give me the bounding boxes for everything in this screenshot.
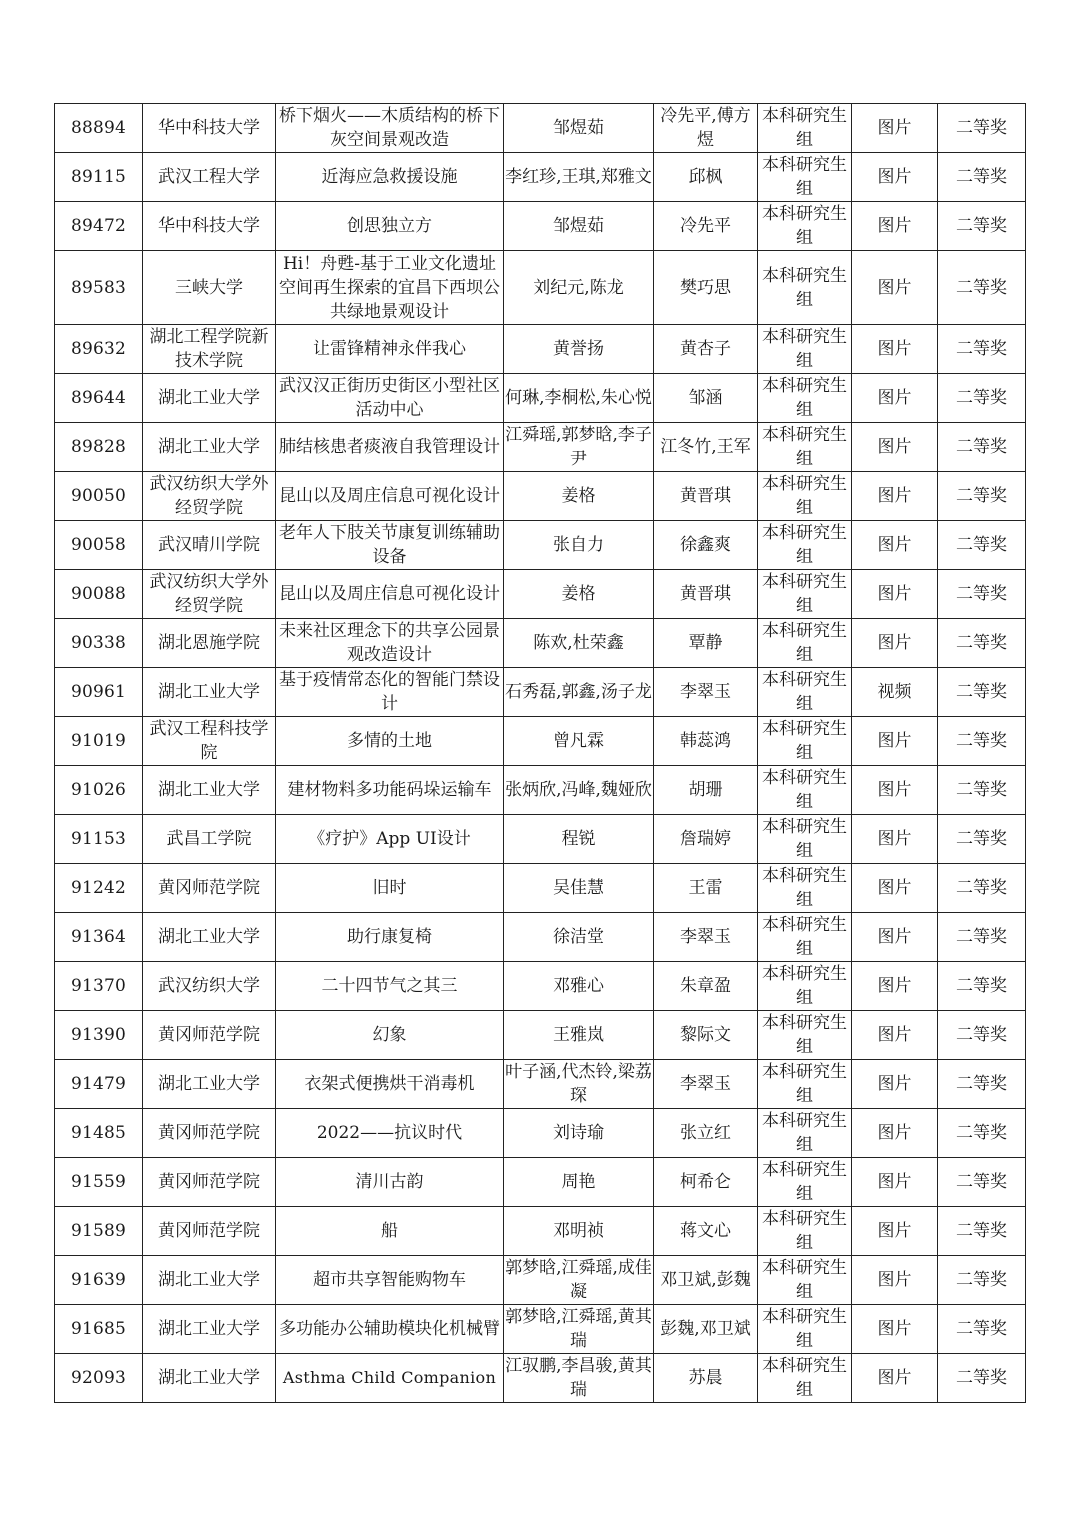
entry-id-cell: 91559 [55,1158,143,1207]
work-type-cell: 图片 [852,374,938,423]
authors-cell: 邓雅心 [504,962,654,1011]
work-title-cell: 多功能办公辅助模块化机械臂 [276,1305,504,1354]
entry-id-cell: 91153 [55,815,143,864]
advisors-cell: 邹涵 [654,374,758,423]
award-cell: 二等奖 [938,1354,1026,1403]
award-cell: 二等奖 [938,1109,1026,1158]
authors-cell: 石秀磊,郭鑫,汤子龙 [504,668,654,717]
work-type-cell: 图片 [852,251,938,325]
work-type-cell: 图片 [852,766,938,815]
award-cell: 二等奖 [938,1060,1026,1109]
work-title-cell: 让雷锋精神永伴我心 [276,325,504,374]
entry-id-cell: 91685 [55,1305,143,1354]
award-cell: 二等奖 [938,864,1026,913]
table-row [55,472,1026,521]
work-type-cell: 视频 [852,668,938,717]
work-type-cell: 图片 [852,570,938,619]
table-row [55,570,1026,619]
advisors-cell: 樊巧思 [654,251,758,325]
school-cell: 黄冈师范学院 [143,1158,276,1207]
advisors-cell: 冷先平,傅方煜 [654,104,758,153]
group-cell: 本科研究生组 [758,472,852,521]
group-cell: 本科研究生组 [758,1011,852,1060]
table-row [55,104,1026,153]
work-title-cell: 昆山以及周庄信息可视化设计 [276,570,504,619]
award-cell: 二等奖 [938,1011,1026,1060]
award-cell: 二等奖 [938,423,1026,472]
table-row [55,1354,1026,1403]
work-type-cell: 图片 [852,423,938,472]
authors-cell: 李红珍,王琪,郑雅文 [504,153,654,202]
table-row [55,962,1026,1011]
entry-id-cell: 89472 [55,202,143,251]
advisors-cell: 柯希仑 [654,1158,758,1207]
entry-id-cell: 90338 [55,619,143,668]
school-cell: 黄冈师范学院 [143,1011,276,1060]
table-row [55,815,1026,864]
advisors-cell: 江冬竹,王军 [654,423,758,472]
work-type-cell: 图片 [852,717,938,766]
advisors-cell: 王雷 [654,864,758,913]
table-row [55,325,1026,374]
school-cell: 湖北工业大学 [143,374,276,423]
group-cell: 本科研究生组 [758,325,852,374]
work-title-cell: 未来社区理念下的共享公园景观改造设计 [276,619,504,668]
work-title-cell: 《疗护》App UI设计 [276,815,504,864]
entry-id-cell: 88894 [55,104,143,153]
table-row [55,153,1026,202]
entry-id-cell: 91364 [55,913,143,962]
work-type-cell: 图片 [852,153,938,202]
table-row [55,1305,1026,1354]
group-cell: 本科研究生组 [758,251,852,325]
award-cell: 二等奖 [938,717,1026,766]
award-table-body [55,104,1026,1403]
work-type-cell: 图片 [852,1158,938,1207]
award-cell: 二等奖 [938,913,1026,962]
authors-cell: 陈欢,杜荣鑫 [504,619,654,668]
entry-id-cell: 91589 [55,1207,143,1256]
group-cell: 本科研究生组 [758,1354,852,1403]
work-title-cell: 助行康复椅 [276,913,504,962]
group-cell: 本科研究生组 [758,766,852,815]
table-row [55,251,1026,325]
work-type-cell: 图片 [852,1109,938,1158]
advisors-cell: 张立红 [654,1109,758,1158]
table-row [55,1011,1026,1060]
award-cell: 二等奖 [938,766,1026,815]
group-cell: 本科研究生组 [758,1207,852,1256]
work-title-cell: 近海应急救援设施 [276,153,504,202]
table-row [55,202,1026,251]
work-title-cell: 建材物料多功能码垛运输车 [276,766,504,815]
authors-cell: 徐洁堂 [504,913,654,962]
authors-cell: 姜格 [504,570,654,619]
work-title-cell: 船 [276,1207,504,1256]
group-cell: 本科研究生组 [758,668,852,717]
advisors-cell: 苏晨 [654,1354,758,1403]
entry-id-cell: 91370 [55,962,143,1011]
award-cell: 二等奖 [938,815,1026,864]
table-row [55,1256,1026,1305]
entry-id-cell: 91479 [55,1060,143,1109]
advisors-cell: 朱章盈 [654,962,758,1011]
work-title-cell: 幻象 [276,1011,504,1060]
school-cell: 湖北工业大学 [143,1305,276,1354]
award-cell: 二等奖 [938,202,1026,251]
authors-cell: 邓明祯 [504,1207,654,1256]
authors-cell: 张炳欣,冯峰,魏娅欣 [504,766,654,815]
authors-cell: 程锐 [504,815,654,864]
advisors-cell: 李翠玉 [654,668,758,717]
entry-id-cell: 90088 [55,570,143,619]
work-title-cell: 肺结核患者痰液自我管理设计 [276,423,504,472]
entry-id-cell: 89644 [55,374,143,423]
entry-id-cell: 89115 [55,153,143,202]
work-title-cell: 二十四节气之其三 [276,962,504,1011]
school-cell: 黄冈师范学院 [143,864,276,913]
table-row [55,521,1026,570]
table-row [55,374,1026,423]
work-title-cell: 衣架式便携烘干消毒机 [276,1060,504,1109]
work-type-cell: 图片 [852,864,938,913]
group-cell: 本科研究生组 [758,864,852,913]
work-title-cell: 创思独立方 [276,202,504,251]
authors-cell: 周艳 [504,1158,654,1207]
table-row [55,619,1026,668]
group-cell: 本科研究生组 [758,1060,852,1109]
group-cell: 本科研究生组 [758,913,852,962]
advisors-cell: 李翠玉 [654,913,758,962]
work-type-cell: 图片 [852,1305,938,1354]
work-type-cell: 图片 [852,472,938,521]
school-cell: 湖北工业大学 [143,423,276,472]
school-cell: 湖北工业大学 [143,668,276,717]
table-row [55,1060,1026,1109]
award-table [54,103,1026,1403]
work-type-cell: 图片 [852,1354,938,1403]
entry-id-cell: 91485 [55,1109,143,1158]
authors-cell: 黄誉扬 [504,325,654,374]
table-row [55,423,1026,472]
entry-id-cell: 91390 [55,1011,143,1060]
school-cell: 华中科技大学 [143,202,276,251]
award-cell: 二等奖 [938,1305,1026,1354]
work-title-cell: 武汉汉正街历史街区小型社区活动中心 [276,374,504,423]
authors-cell: 王雅岚 [504,1011,654,1060]
award-cell: 二等奖 [938,619,1026,668]
entry-id-cell: 92093 [55,1354,143,1403]
table-row [55,668,1026,717]
work-type-cell: 图片 [852,913,938,962]
authors-cell: 邹煜茹 [504,104,654,153]
school-cell: 湖北工业大学 [143,1354,276,1403]
group-cell: 本科研究生组 [758,423,852,472]
work-type-cell: 图片 [852,1060,938,1109]
entry-id-cell: 91026 [55,766,143,815]
award-cell: 二等奖 [938,472,1026,521]
group-cell: 本科研究生组 [758,717,852,766]
group-cell: 本科研究生组 [758,374,852,423]
advisors-cell: 徐鑫爽 [654,521,758,570]
entry-id-cell: 89583 [55,251,143,325]
work-title-cell: 多情的土地 [276,717,504,766]
advisors-cell: 詹瑞婷 [654,815,758,864]
advisors-cell: 黄杏子 [654,325,758,374]
group-cell: 本科研究生组 [758,815,852,864]
group-cell: 本科研究生组 [758,1256,852,1305]
advisors-cell: 黎际文 [654,1011,758,1060]
school-cell: 湖北工程学院新技术学院 [143,325,276,374]
table-row [55,766,1026,815]
advisors-cell: 李翠玉 [654,1060,758,1109]
work-type-cell: 图片 [852,815,938,864]
advisors-cell: 黄晋琪 [654,570,758,619]
work-title-cell: Hi！舟甦-基于工业文化遗址空间再生探索的宜昌下西坝公共绿地景观设计 [276,251,504,325]
work-title-cell: 昆山以及周庄信息可视化设计 [276,472,504,521]
table-row [55,717,1026,766]
award-cell: 二等奖 [938,521,1026,570]
work-title-cell: 旧时 [276,864,504,913]
authors-cell: 江驭鹏,李昌骏,黄其瑞 [504,1354,654,1403]
work-type-cell: 图片 [852,962,938,1011]
work-title-cell: 基于疫情常态化的智能门禁设计 [276,668,504,717]
group-cell: 本科研究生组 [758,521,852,570]
group-cell: 本科研究生组 [758,619,852,668]
award-cell: 二等奖 [938,251,1026,325]
authors-cell: 张自力 [504,521,654,570]
school-cell: 华中科技大学 [143,104,276,153]
school-cell: 武汉纺织大学外经贸学院 [143,472,276,521]
entry-id-cell: 90050 [55,472,143,521]
entry-id-cell: 90058 [55,521,143,570]
award-cell: 二等奖 [938,1158,1026,1207]
work-title-cell: 2022——抗议时代 [276,1109,504,1158]
school-cell: 武汉工程大学 [143,153,276,202]
school-cell: 武汉纺织大学外经贸学院 [143,570,276,619]
work-type-cell: 图片 [852,1256,938,1305]
school-cell: 湖北工业大学 [143,913,276,962]
group-cell: 本科研究生组 [758,104,852,153]
entry-id-cell: 90961 [55,668,143,717]
award-cell: 二等奖 [938,153,1026,202]
authors-cell: 叶子涵,代杰铃,梁荔琛 [504,1060,654,1109]
school-cell: 黄冈师范学院 [143,1207,276,1256]
group-cell: 本科研究生组 [758,1305,852,1354]
school-cell: 武汉晴川学院 [143,521,276,570]
work-title-cell: 清川古韵 [276,1158,504,1207]
authors-cell: 江舜瑶,郭梦晗,李子尹 [504,423,654,472]
table-row [55,1158,1026,1207]
school-cell: 武汉工程科技学院 [143,717,276,766]
work-type-cell: 图片 [852,202,938,251]
award-list-page [54,103,1025,1403]
work-type-cell: 图片 [852,1011,938,1060]
school-cell: 湖北工业大学 [143,1060,276,1109]
advisors-cell: 韩蕊鸿 [654,717,758,766]
award-cell: 二等奖 [938,1256,1026,1305]
authors-cell: 邹煜茹 [504,202,654,251]
authors-cell: 刘诗瑜 [504,1109,654,1158]
entry-id-cell: 91019 [55,717,143,766]
award-cell: 二等奖 [938,1207,1026,1256]
school-cell: 黄冈师范学院 [143,1109,276,1158]
school-cell: 武昌工学院 [143,815,276,864]
authors-cell: 刘纪元,陈龙 [504,251,654,325]
advisors-cell: 黄晋琪 [654,472,758,521]
advisors-cell: 蒋文心 [654,1207,758,1256]
work-type-cell: 图片 [852,325,938,374]
authors-cell: 郭梦晗,江舜瑶,黄其瑞 [504,1305,654,1354]
entry-id-cell: 89828 [55,423,143,472]
award-cell: 二等奖 [938,668,1026,717]
table-row [55,1207,1026,1256]
award-cell: 二等奖 [938,570,1026,619]
work-type-cell: 图片 [852,1207,938,1256]
table-row [55,1109,1026,1158]
work-type-cell: 图片 [852,521,938,570]
award-cell: 二等奖 [938,325,1026,374]
advisors-cell: 胡珊 [654,766,758,815]
work-type-cell: 图片 [852,104,938,153]
work-title-cell: Asthma Child Companion [276,1354,504,1403]
school-cell: 湖北工业大学 [143,766,276,815]
group-cell: 本科研究生组 [758,962,852,1011]
group-cell: 本科研究生组 [758,202,852,251]
advisors-cell: 邱枫 [654,153,758,202]
school-cell: 三峡大学 [143,251,276,325]
group-cell: 本科研究生组 [758,1109,852,1158]
advisors-cell: 冷先平 [654,202,758,251]
advisors-cell: 彭魏,邓卫斌 [654,1305,758,1354]
advisors-cell: 邓卫斌,彭魏 [654,1256,758,1305]
work-title-cell: 桥下烟火——木质结构的桥下灰空间景观改造 [276,104,504,153]
group-cell: 本科研究生组 [758,570,852,619]
entry-id-cell: 91242 [55,864,143,913]
work-title-cell: 老年人下肢关节康复训练辅助设备 [276,521,504,570]
authors-cell: 何琳,李桐松,朱心悦 [504,374,654,423]
table-row [55,864,1026,913]
authors-cell: 郭梦晗,江舜瑶,成佳凝 [504,1256,654,1305]
advisors-cell: 覃静 [654,619,758,668]
entry-id-cell: 91639 [55,1256,143,1305]
school-cell: 武汉纺织大学 [143,962,276,1011]
school-cell: 湖北恩施学院 [143,619,276,668]
authors-cell: 姜格 [504,472,654,521]
authors-cell: 曾凡霖 [504,717,654,766]
award-cell: 二等奖 [938,962,1026,1011]
work-title-cell: 超市共享智能购物车 [276,1256,504,1305]
entry-id-cell: 89632 [55,325,143,374]
group-cell: 本科研究生组 [758,153,852,202]
group-cell: 本科研究生组 [758,1158,852,1207]
award-cell: 二等奖 [938,104,1026,153]
authors-cell: 吴佳慧 [504,864,654,913]
school-cell: 湖北工业大学 [143,1256,276,1305]
work-type-cell: 图片 [852,619,938,668]
award-cell: 二等奖 [938,374,1026,423]
table-row [55,913,1026,962]
